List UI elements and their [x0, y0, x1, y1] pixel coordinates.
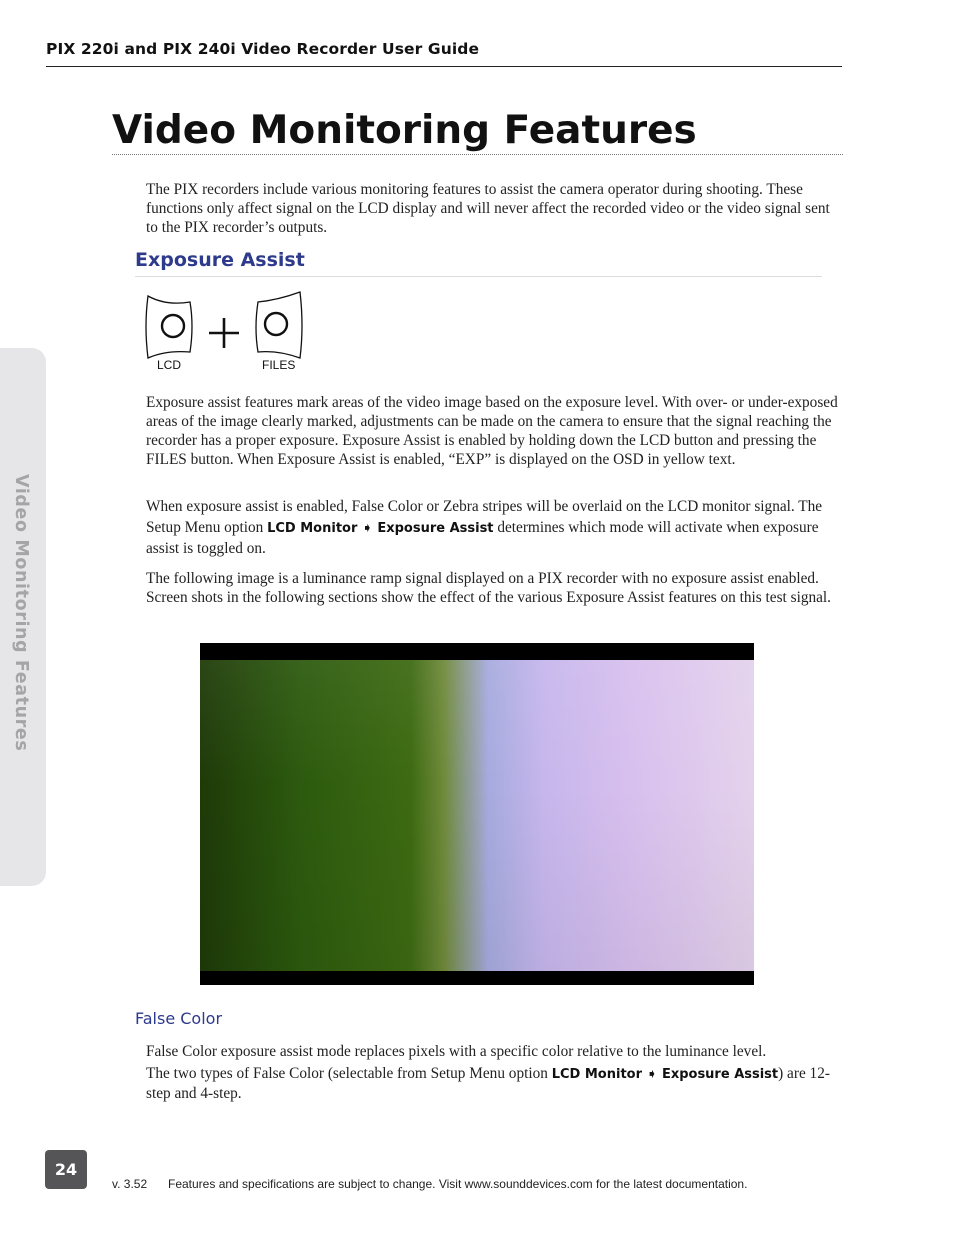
running-header	[46, 40, 842, 67]
lcd-button-label: LCD	[157, 358, 182, 372]
footer-version: v. 3.52	[112, 1177, 148, 1191]
paragraph-text: ) are 12-step and 4-step.	[146, 1065, 830, 1102]
exposure-assist-paragraph-2	[146, 497, 844, 560]
menu-path: LCD Monitor ➧ Exposure Assist	[551, 1067, 779, 1082]
files-button-label: FILES	[262, 358, 296, 372]
paragraph-text: The two types of False Color (selectable from Setup Menu option	[146, 1065, 552, 1082]
button-combo-illustration	[140, 290, 315, 360]
footer-note: Features and specifications are subject to change. Visit www.sounddevices.com for the latest documentation.	[168, 1177, 748, 1191]
exposure-assist-heading: Exposure Assist	[135, 246, 822, 277]
paragraph-text: When exposure assist is enabled, False Color or Zebra stripes will be overlaid on the LCD monitor signal. The Setup Menu option	[146, 498, 823, 536]
guide-title: PIX 220i and PIX 240i Video Recorder User Guide	[46, 40, 480, 58]
lcd-button-icon	[146, 296, 192, 358]
intro-paragraph: The PIX recorders include various monitoring features to assist the camera operator during shooting. These functions only affect signal on the LCD display and will never affect the recorded video or the video signal sent to the PIX recorder’s outputs.	[146, 181, 830, 236]
false-color-paragraph-1: False Color exposure assist mode replaces pixels with a specific color relative to the luminance level.	[146, 1043, 767, 1060]
menu-path: LCD Monitor ➧ Exposure Assist	[267, 520, 494, 536]
false-color-paragraph-2	[146, 1064, 844, 1103]
false-color-heading: False Color	[135, 1009, 223, 1028]
exposure-assist-paragraph-1: Exposure assist features mark areas of the video image based on the exposure level. With over- or under-exposed areas of the image clearly marked, adjustments can be made on the camera to ensure that the signal reaching the recorder has a proper exposure. Exposure Assist is enabled by holding down the LCD button and pressing the FILES button. When Exposure Assist is enabled, “EXP” is displayed on the OSD in yellow text.	[146, 394, 838, 468]
page-number-badge: 24	[45, 1150, 87, 1189]
exposure-assist-paragraph-3: The following image is a luminance ramp signal displayed on a PIX recorder with no exposure assist enabled. Screen shots in the following sections show the effect of the various Exposure Assist features on this test signal.	[146, 570, 831, 606]
files-button-icon	[256, 292, 302, 358]
luminance-ramp-image	[200, 643, 754, 985]
plus-icon	[209, 318, 239, 348]
luminance-ramp-gradient	[200, 660, 754, 971]
chapter-side-tab-label: Video Monitoring Features	[11, 474, 31, 752]
page-title: Video Monitoring Features	[112, 104, 843, 155]
button-combo-diagram	[140, 290, 315, 378]
paragraph-text: determines which mode will activate when exposure assist is toggled on.	[146, 518, 819, 557]
